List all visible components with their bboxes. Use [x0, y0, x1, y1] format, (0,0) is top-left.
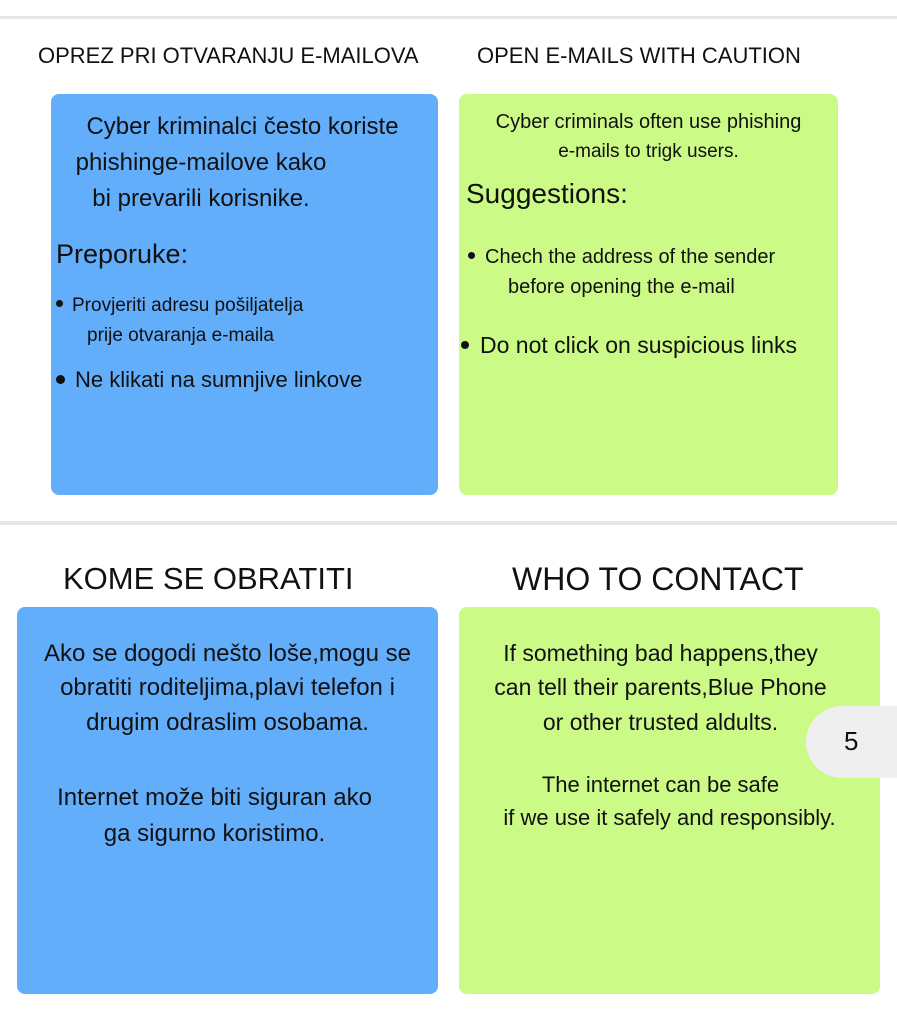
para2-line-1: The internet can be safe	[541, 772, 780, 797]
bullet-item-1	[468, 246, 775, 269]
para1-line-3: or other trusted aldults.	[542, 709, 779, 735]
heading-english-email: OPEN E-MAILS WITH CAUTION	[477, 43, 801, 68]
intro-line-2: e-mails to trigk users.	[558, 141, 739, 162]
para1-line-2: obratiti roditeljima,plavi telefon i	[60, 674, 395, 701]
bullet-item-2	[461, 332, 797, 359]
para2-line-1: Internet može biti siguran ako	[57, 784, 372, 811]
bullet-text-2: Ne klikati na sumnjive linkove	[75, 367, 363, 392]
para2-line-2: if we use it safely and responsibly.	[503, 805, 836, 830]
para1-line-1: Ako se dogodi nešto loše,mogu se	[44, 640, 411, 667]
bullet-dot	[461, 341, 469, 349]
bullet-text-1a: Provjeriti adresu pošiljatelja	[72, 295, 304, 316]
para2-line-2: ga sigurno koristimo.	[103, 820, 326, 847]
heading-croatian-contact: KOME SE OBRATITI	[63, 561, 354, 596]
page-number: 5	[844, 726, 859, 756]
intro-line-1: Cyber kriminalci često koriste	[86, 113, 399, 140]
bullet-dot	[56, 375, 65, 384]
middle-divider	[0, 521, 897, 525]
card-croatian-contact	[17, 607, 438, 994]
subtitle-suggestions: Suggestions:	[466, 178, 628, 209]
bullet-text-2: Do not click on suspicious links	[480, 332, 798, 358]
para1-line-2: can tell their parents,Blue Phone	[494, 674, 827, 700]
card-english-email	[459, 94, 838, 495]
subtitle-preporuke: Preporuke:	[56, 239, 189, 269]
para1-line-1: If something bad happens,they	[503, 640, 818, 666]
page-number-badge	[806, 706, 897, 778]
heading-english-contact: WHO TO CONTACT	[512, 561, 804, 597]
intro-line-3: bi prevarili korisnike.	[92, 185, 310, 212]
bullet-item-1	[56, 295, 303, 317]
top-divider	[0, 16, 897, 19]
bullet-item-1-cont: prije otvaranja e-maila	[87, 325, 274, 346]
bullet-text-1a: Chech the address of the sender	[485, 246, 776, 268]
para1-line-3: drugim odraslim osobama.	[86, 709, 369, 736]
bullet-dot	[56, 300, 63, 307]
bullet-item-2	[56, 367, 362, 393]
card-croatian-email	[51, 94, 438, 495]
heading-croatian-email: OPREZ PRI OTVARANJU E-MAILOVA	[38, 43, 419, 68]
intro-line-2: phishinge-mailove kako	[75, 149, 327, 176]
bullet-item-1-cont: before opening the e-mail	[508, 276, 735, 298]
bullet-dot	[468, 252, 475, 259]
intro-line-1: Cyber criminals often use phishing	[495, 111, 802, 133]
card-english-contact	[459, 607, 880, 994]
